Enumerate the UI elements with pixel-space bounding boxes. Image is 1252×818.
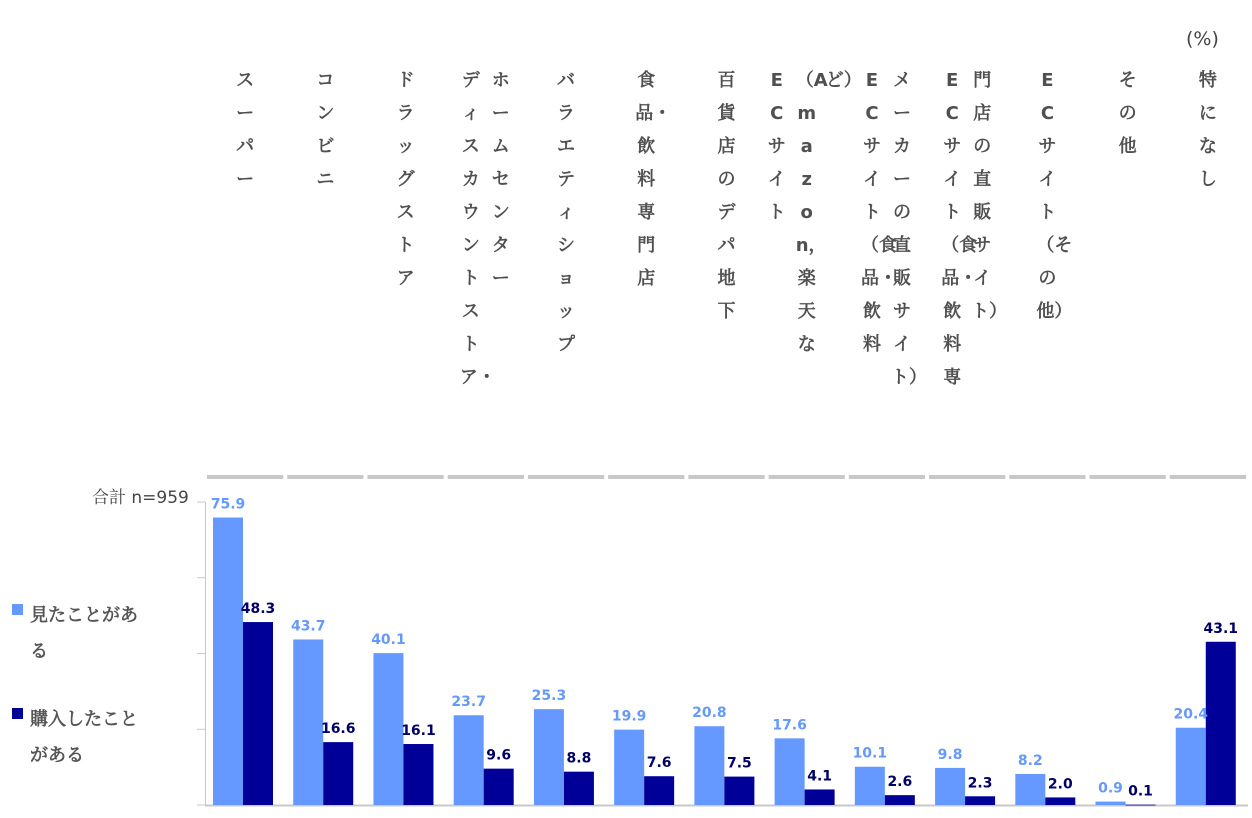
bar-purchased [805, 789, 835, 805]
data-label-seen: 75.9 [210, 496, 246, 513]
category-label: バラエティショップ [557, 70, 576, 355]
bar-purchased [1206, 642, 1236, 805]
bar-seen [935, 768, 965, 805]
data-label-seen: 25.3 [531, 688, 567, 705]
data-label-seen: 17.6 [772, 717, 807, 734]
data-label-seen: 8.2 [1017, 752, 1043, 769]
category-label: ECサイト（食品・飲料専 [941, 70, 978, 388]
category-label: 百貨店のデパ地下 [717, 70, 736, 322]
bar-seen [534, 709, 564, 805]
category-label: ど） [825, 70, 862, 91]
data-label-seen: 23.7 [451, 694, 486, 711]
bar-purchased [484, 769, 514, 805]
category-separator [608, 475, 684, 479]
unit-label: (%) [1186, 28, 1219, 50]
category-separator [207, 475, 283, 479]
bar-purchased [564, 772, 594, 805]
legend-label-seen: 見たことがある [30, 605, 138, 662]
bar-purchased [403, 744, 433, 805]
bar-purchased [323, 742, 353, 805]
category-label: スーパー [236, 70, 255, 190]
category-separator [1170, 475, 1246, 479]
category-label: （Amazon，楽天な [795, 70, 828, 355]
data-label-seen: 0.9 [1098, 780, 1123, 797]
bar-seen [694, 726, 724, 805]
bars [213, 518, 1239, 806]
category-label: その他 [1118, 70, 1137, 157]
bar-seen [293, 639, 323, 805]
data-label-seen: 20.8 [692, 705, 727, 722]
category-separator [448, 475, 524, 479]
legend-swatch-purchased [12, 708, 23, 719]
category-label: ECサイト（その他） [1036, 70, 1073, 322]
data-label-seen: 40.1 [371, 632, 406, 649]
category-separator [367, 475, 443, 479]
category-separator [688, 475, 764, 479]
bar-seen [775, 738, 805, 805]
data-label-seen: 9.8 [937, 746, 963, 763]
data-label-purchased: 16.1 [401, 723, 436, 740]
category-separators [207, 475, 1246, 479]
category-separator [1090, 475, 1166, 479]
bar-seen [1096, 802, 1126, 805]
sample-size-label: 合計 n=959 [92, 488, 189, 508]
category-label: 門店の直販サイト） [971, 70, 1008, 322]
category-label: ECサイト [767, 70, 786, 223]
data-label-purchased: 2.6 [887, 774, 913, 791]
category-separator [769, 475, 845, 479]
data-label-purchased: 43.1 [1203, 620, 1239, 637]
bar-seen [213, 518, 243, 805]
bar-purchased [1126, 805, 1156, 806]
data-label-purchased: 16.6 [320, 721, 356, 738]
bar-purchased [1045, 797, 1075, 805]
category-label: 特になし [1198, 70, 1217, 190]
category-label: ECサイト（食品・飲料 [860, 70, 897, 355]
bar-seen [1176, 728, 1206, 805]
data-label-purchased: 48.3 [240, 601, 276, 618]
category-separator [1009, 475, 1085, 479]
category-separator [849, 475, 925, 479]
legend-swatch-seen [12, 604, 23, 615]
bar-seen [855, 767, 885, 805]
data-label-seen: 19.9 [611, 708, 647, 725]
data-label-purchased: 8.8 [566, 750, 592, 767]
data-label-purchased: 0.1 [1128, 783, 1153, 800]
data-label-purchased: 7.6 [646, 755, 672, 772]
category-label: ディスカウントストア・ [459, 70, 496, 388]
bar-seen [373, 653, 403, 805]
category-label: ホームセンター [491, 70, 510, 289]
data-label-purchased: 2.0 [1047, 776, 1073, 793]
data-label-purchased: 2.3 [967, 775, 993, 792]
category-separator [287, 475, 363, 479]
bar-purchased [724, 777, 754, 805]
category-label: 食品・飲料専門店 [635, 70, 672, 289]
category-separator [528, 475, 604, 479]
bar-seen [1015, 774, 1045, 805]
data-label-seen: 10.1 [852, 745, 888, 762]
category-label: メーカーの直販サイト） [890, 70, 927, 388]
data-label-purchased: 9.6 [486, 747, 512, 764]
bar-seen [454, 715, 484, 805]
legend-label-purchased: 購入したことがある [30, 709, 138, 766]
bar-purchased [644, 776, 674, 805]
data-label-purchased: 4.1 [807, 768, 833, 785]
data-label-purchased: 7.5 [726, 755, 752, 772]
data-label-seen: 20.4 [1173, 706, 1209, 723]
category-label: コンビニ [316, 70, 335, 190]
category-label: ドラッグストア [396, 70, 415, 289]
bar-purchased [243, 622, 273, 805]
bar-purchased [885, 795, 915, 805]
category-separator [929, 475, 1005, 479]
data-label-seen: 43.7 [290, 618, 326, 635]
bar-purchased [965, 796, 995, 805]
bar-seen [614, 730, 644, 805]
